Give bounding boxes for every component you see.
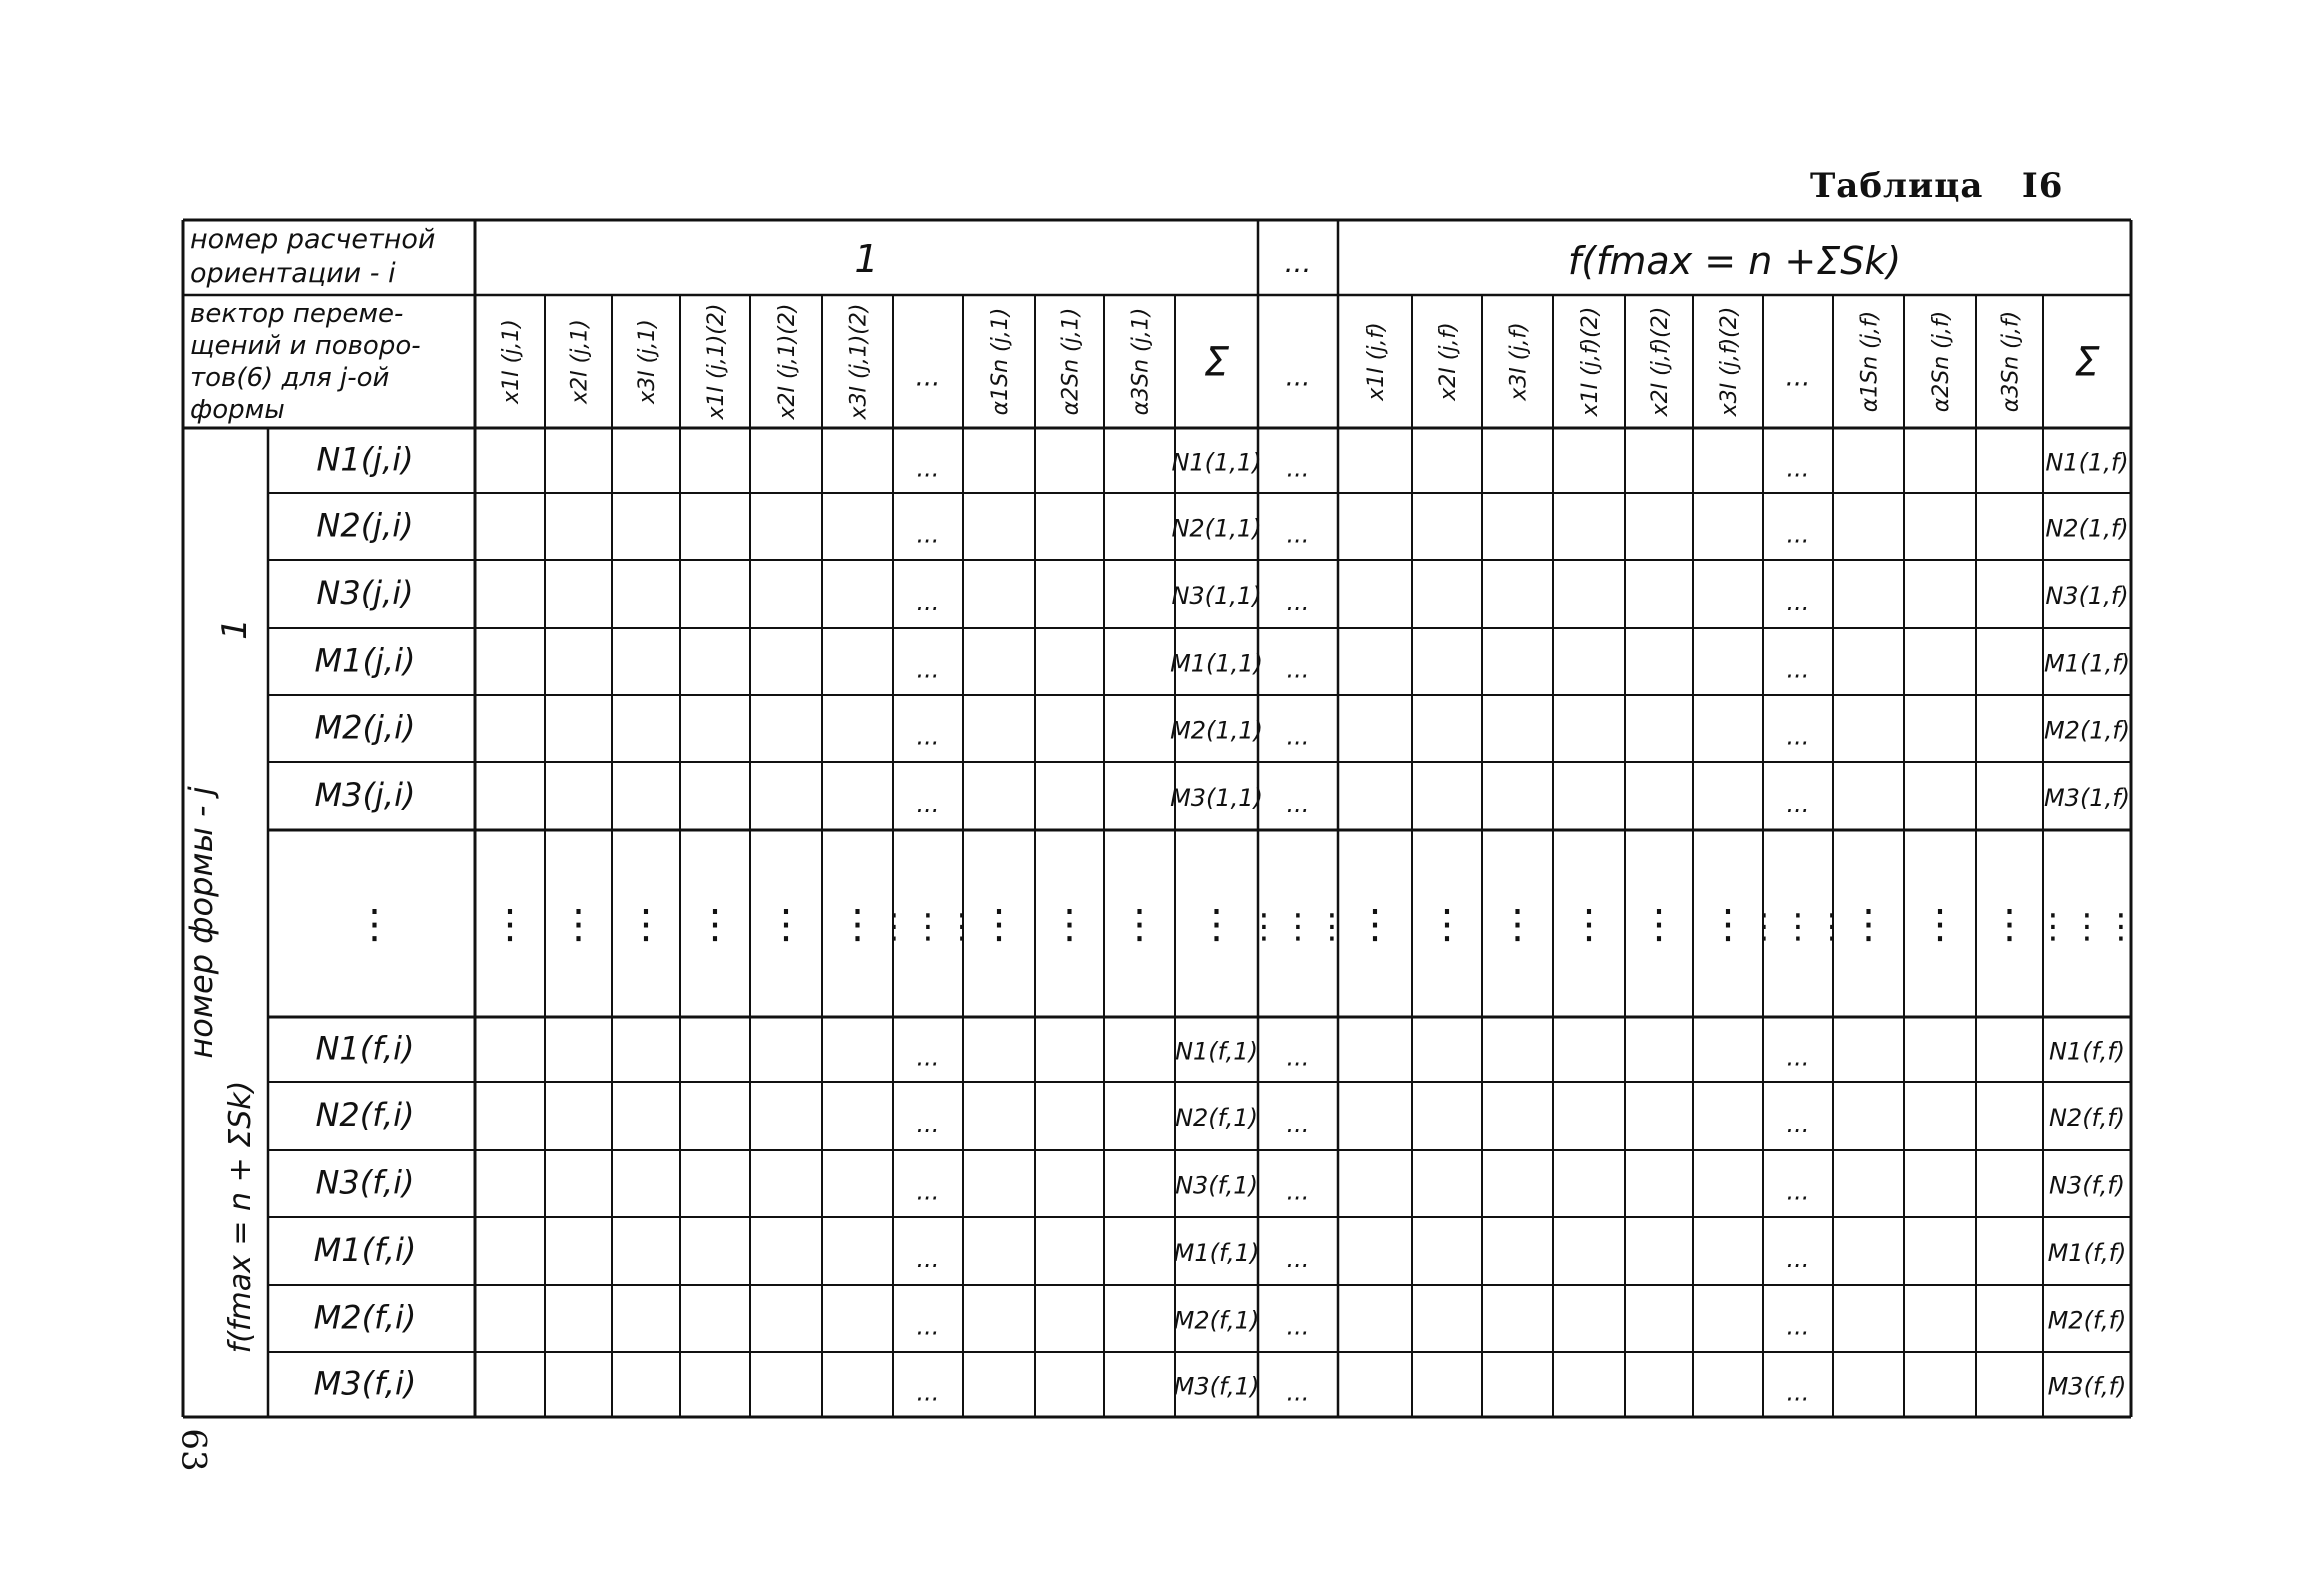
column-header-last: α2Sn (j,f) <box>1929 310 1954 413</box>
column-header-first: x3I (j,1)(2) <box>846 303 872 420</box>
column-header-first: x2I (j,1)(2) <box>775 303 800 420</box>
middle-ellipsis: ⋮ <box>766 901 806 948</box>
row-ellipsis: ... <box>1786 655 1810 684</box>
row-ellipsis: ... <box>916 1245 940 1273</box>
middle-ellipsis: ⋮ <box>1708 901 1748 948</box>
column-header-last: α1Sn (j,f) <box>1857 310 1883 413</box>
row-ellipsis: ... <box>1286 520 1310 549</box>
column-header-ellipsis: ... <box>915 362 941 393</box>
first-block-sum-first: N1(1,1) <box>1171 448 1262 477</box>
first-block-sum-first: M1(1,1) <box>1170 649 1263 678</box>
last-block-row-label: N1(f,i) <box>315 1029 415 1068</box>
row-ellipsis: ... <box>1786 1043 1810 1072</box>
first-block-sum-first: N2(1,1) <box>1171 514 1262 543</box>
first-block-sum-last: N1(1,f) <box>2045 448 2129 477</box>
block-last-label: f(fmax = n + ΣSk) <box>223 1080 258 1354</box>
middle-ellipsis: ⋮ <box>1920 901 1960 948</box>
row-ellipsis: ... <box>1786 588 1810 616</box>
first-block-row-label: N2(j,i) <box>316 506 414 545</box>
last-block-sum-last: M3(f,f) <box>2047 1372 2127 1401</box>
first-block-sum-last: N3(1,f) <box>2045 582 2129 610</box>
column-header-last: x1I (j,f) <box>1364 322 1389 401</box>
middle-ellipsis: ⋮ <box>1569 901 1609 948</box>
row-ellipsis: ... <box>1286 722 1310 751</box>
column-header-first: α3Sn (j,1) <box>1128 307 1154 416</box>
row-ellipsis: ... <box>1786 1312 1810 1341</box>
column-header-last: x1I (j,f)(2) <box>1578 306 1603 417</box>
middle-ellipsis: ⋮ <box>979 901 1019 948</box>
column-header-first: x2I (j,1) <box>567 319 593 404</box>
column-header-first: x3I (j,1) <box>635 319 660 404</box>
first-block-row-label: M1(j,i) <box>314 641 416 680</box>
row-ellipsis: ... <box>916 1110 940 1138</box>
row-ellipsis: ... <box>1786 454 1810 483</box>
column-header-first: α2Sn (j,1) <box>1058 307 1084 416</box>
row-ellipsis: ... <box>916 1177 940 1206</box>
last-block-row-label: M3(f,i) <box>313 1364 417 1403</box>
row-axis-label: номер формы - j <box>182 786 220 1059</box>
column-header-last: x3I (j,f)(2) <box>1717 306 1742 417</box>
column-header-last: α3Sn (j,f) <box>1998 310 2024 413</box>
column-header-last: x2I (j,f)(2) <box>1648 306 1673 417</box>
row-ellipsis: ... <box>1786 1245 1810 1273</box>
last-block-sum-last: N1(f,f) <box>2048 1037 2126 1066</box>
row-ellipsis: ... <box>1286 454 1310 483</box>
vector-label: щений и поворо- <box>190 331 421 361</box>
first-block-row-label: M2(j,i) <box>314 708 416 747</box>
row-ellipsis: ... <box>916 588 940 616</box>
orientation-label: ориентации - i <box>190 258 396 289</box>
last-block-sum-first: N2(f,1) <box>1175 1104 1258 1132</box>
last-block-sum-last: M2(f,f) <box>2047 1306 2127 1335</box>
middle-ellipsis: ⋮ <box>1196 901 1237 948</box>
last-block-sum-first: M2(f,1) <box>1173 1306 1260 1335</box>
vector-label: тов(6) для j-ой <box>190 363 390 393</box>
column-header-last: x3I (j,f) <box>1506 322 1532 401</box>
middle-ellipsis: ⋮ <box>490 901 530 948</box>
row-ellipsis: ... <box>916 1312 940 1341</box>
row-ellipsis: ... <box>1786 790 1810 818</box>
middle-ellipsis: ⋮ <box>837 901 878 948</box>
table-caption: Таблица I6 <box>1810 166 2064 206</box>
column-header-ellipsis: ... <box>1285 362 1311 393</box>
row-ellipsis: ... <box>1286 1245 1310 1273</box>
middle-ellipsis: ⋮ <box>1355 901 1395 948</box>
row-ellipsis: ... <box>916 454 940 483</box>
column-header-sum: Σ <box>2074 339 2100 386</box>
middle-ellipsis: ⋮ <box>354 901 395 948</box>
block-first-label: 1 <box>215 618 255 640</box>
middle-ellipsis: ⋮ <box>1049 901 1090 948</box>
row-ellipsis: ... <box>1786 722 1810 751</box>
row-ellipsis: ... <box>1286 1312 1310 1341</box>
group-last-label: f(fmax = n +ΣSk) <box>1567 239 1902 283</box>
first-block-sum-first: N3(1,1) <box>1171 582 1262 610</box>
middle-ellipsis: ⋮ <box>1639 901 1679 948</box>
row-ellipsis: ... <box>916 1043 940 1072</box>
row-ellipsis: ... <box>916 1378 940 1407</box>
last-block-row-label: N3(f,i) <box>315 1163 415 1202</box>
page-number: 63 <box>173 1428 214 1472</box>
middle-ellipsis: ⋮ <box>1989 901 2030 948</box>
last-block-row-label: M2(f,i) <box>313 1298 417 1337</box>
orientation-label: номер расчетной <box>190 224 436 255</box>
first-block-sum-last: M2(1,f) <box>2043 716 2131 745</box>
row-ellipsis: ... <box>1286 655 1310 684</box>
column-header-first: x1I (j,1)(2) <box>704 303 729 420</box>
middle-ellipsis: ⋮⋮⋮ <box>877 906 979 947</box>
first-block-row-label: N1(j,i) <box>316 440 414 479</box>
row-ellipsis: ... <box>1286 1378 1310 1407</box>
row-ellipsis: ... <box>1786 1378 1810 1407</box>
last-block-sum-first: N1(f,1) <box>1175 1037 1258 1066</box>
row-ellipsis: ... <box>916 790 940 818</box>
middle-ellipsis: ⋮ <box>1497 901 1538 948</box>
row-ellipsis: ... <box>1286 790 1310 818</box>
first-block-row-label: N3(j,i) <box>316 574 414 612</box>
group-first-label: 1 <box>854 237 879 281</box>
column-header-ellipsis: ... <box>1785 362 1811 393</box>
first-block-row-label: M3(j,i) <box>314 776 416 814</box>
last-block-sum-last: M1(f,f) <box>2047 1239 2127 1267</box>
vector-label: вектор переме- <box>190 299 404 329</box>
row-ellipsis: ... <box>916 722 940 751</box>
middle-ellipsis: ⋮ <box>1848 901 1889 948</box>
row-ellipsis: ... <box>1286 1177 1310 1206</box>
middle-ellipsis: ⋮ <box>1427 901 1467 948</box>
row-ellipsis: ... <box>1786 520 1810 549</box>
row-ellipsis: ... <box>1786 1110 1810 1138</box>
middle-ellipsis: ⋮ <box>695 901 735 948</box>
middle-ellipsis: ⋮ <box>558 901 599 948</box>
column-header-last: x2I (j,f) <box>1436 322 1461 401</box>
column-header-first: α1Sn (j,1) <box>988 307 1013 416</box>
vector-label: формы <box>190 395 285 425</box>
middle-ellipsis: ⋮⋮⋮ <box>1747 906 1849 947</box>
middle-ellipsis: ⋮ <box>626 901 666 948</box>
last-block-sum-first: N3(f,1) <box>1175 1171 1258 1200</box>
row-ellipsis: ... <box>1786 1177 1810 1206</box>
first-block-sum-first: M3(1,1) <box>1170 784 1263 812</box>
middle-ellipsis: ⋮⋮⋮ <box>1247 906 1349 947</box>
column-header-sum: Σ <box>1203 339 1230 386</box>
last-block-sum-last: N2(f,f) <box>2048 1104 2126 1132</box>
row-ellipsis: ... <box>916 655 940 684</box>
last-block-row-label: M1(f,i) <box>313 1231 417 1269</box>
first-block-sum-first: M2(1,1) <box>1170 716 1263 745</box>
first-block-sum-last: N2(1,f) <box>2045 514 2129 543</box>
first-block-sum-last: M1(1,f) <box>2043 649 2131 678</box>
row-ellipsis: ... <box>1286 588 1310 616</box>
first-block-sum-last: M3(1,f) <box>2043 784 2131 812</box>
row-ellipsis: ... <box>916 520 940 549</box>
middle-ellipsis: ⋮ <box>1119 901 1160 948</box>
last-block-sum-last: N3(f,f) <box>2048 1171 2126 1200</box>
group-middle-label: ... <box>1284 246 1312 279</box>
last-block-sum-first: M3(f,1) <box>1173 1372 1260 1401</box>
last-block-sum-first: M1(f,1) <box>1173 1239 1260 1267</box>
middle-ellipsis: ⋮⋮⋮ <box>2036 906 2138 947</box>
column-header-first: x1I (j,1) <box>499 319 524 404</box>
last-block-row-label: N2(f,i) <box>315 1096 415 1134</box>
row-ellipsis: ... <box>1286 1110 1310 1138</box>
row-ellipsis: ... <box>1286 1043 1310 1072</box>
